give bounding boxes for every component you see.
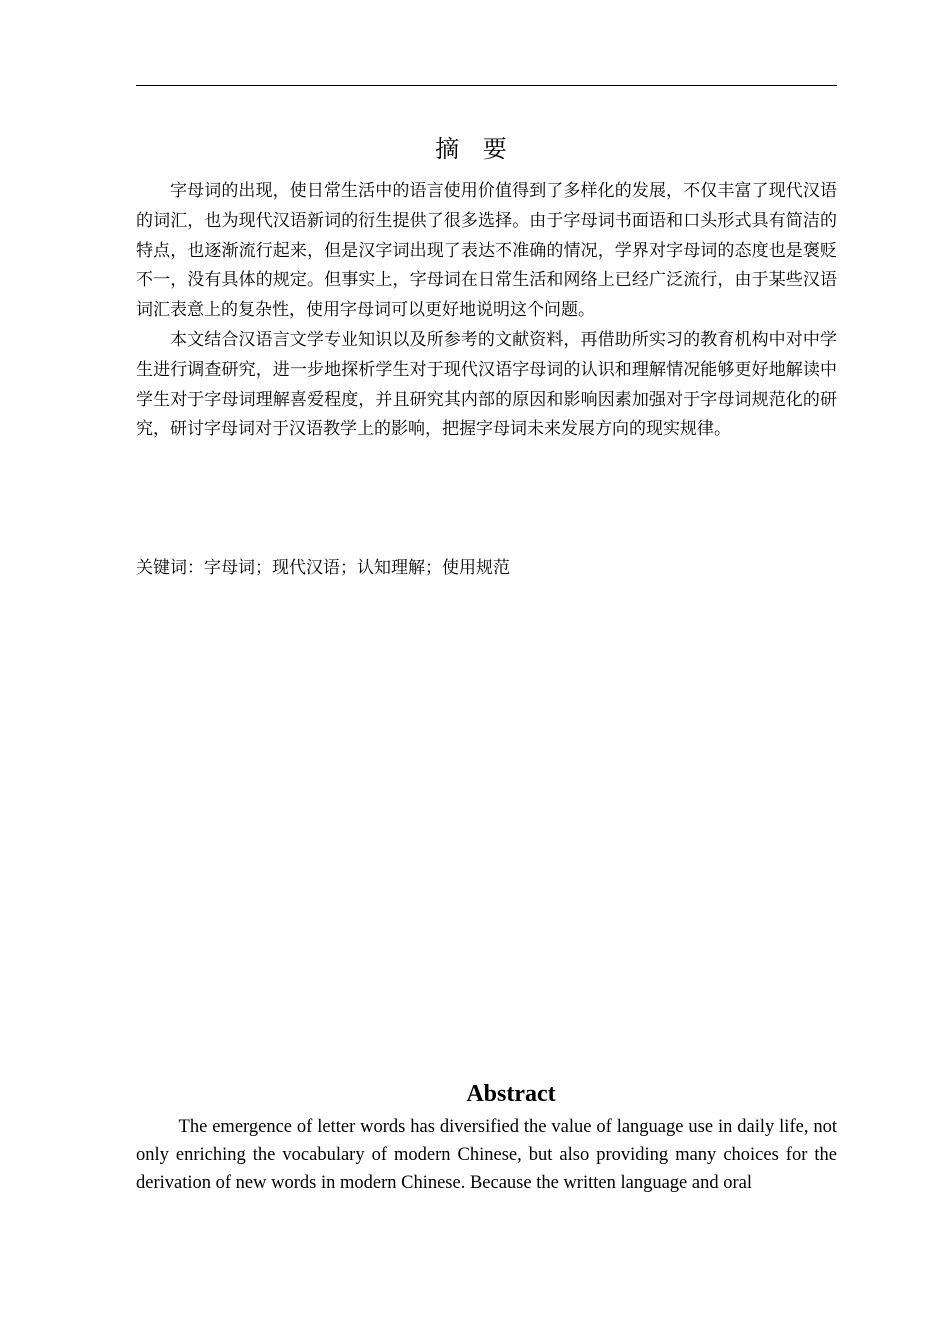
- keywords-label: 关键词：: [136, 558, 204, 578]
- chinese-abstract-paragraph-2: 本文结合汉语言文学专业知识以及所参考的文献资料，再借助所实习的教育机构中对中学生进行调查研究，进一步地探析学生对于现代汉语字母词的认识和理解情况能够更好地解读中学生对于字母词理解喜爱程度，并且研究其内部的原因和影响因素加强对于字母词规范化的研究，研讨字母词对于汉语教学上的影响，把握字母词未来发展方向的现实规律。: [136, 329, 837, 440]
- chinese-abstract-body: [136, 177, 837, 445]
- keywords-list: 字母词；现代汉语；认知理解；使用规范: [204, 558, 510, 578]
- chinese-keywords: [136, 554, 837, 583]
- english-abstract-paragraph: The emergence of letter words has diversified the value of language use in daily life, not only enriching the vocabulary of modern Chinese, but also providing many choices for the derivation of new words in modern Chinese. Because the written language and oral: [136, 1117, 837, 1193]
- chinese-abstract-title: 摘 要: [435, 135, 515, 163]
- english-abstract-body: [136, 1113, 837, 1197]
- header-rule: [136, 85, 837, 86]
- chinese-abstract-paragraph-1: 字母词的出现，使日常生活中的语言使用价值得到了多样化的发展，不仅丰富了现代汉语的词汇，也为现代汉语新词的衍生提供了很多选择。由于字母词书面语和口头形式具有简洁的特点，也逐渐流行起来，但是汉字词出现了表达不准确的情况，学界对字母词的态度也是褒贬不一，没有具体的规定。但事实上，字母词在日常生活和网络上已经广泛流行，由于某些汉语词汇表意上的复杂性，使用字母词可以更好地说明这个问题。: [136, 181, 837, 321]
- english-abstract-title: Abstract: [466, 1081, 556, 1107]
